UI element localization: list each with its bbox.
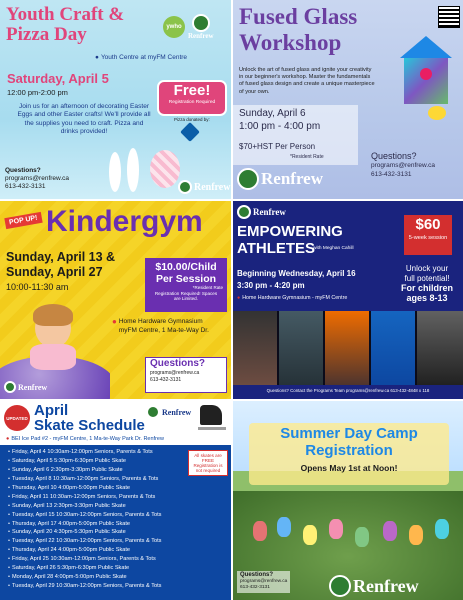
youth-craft-card[interactable] bbox=[0, 0, 231, 199]
map-pin-icon: ● bbox=[95, 54, 99, 61]
renfrew-logo-footer bbox=[4, 381, 47, 393]
kindergym-price-note: *Resident Rate bbox=[192, 285, 223, 290]
list-item: • Sunday, April 6 2:30pm-3:30pm Public Skate bbox=[6, 466, 161, 475]
bullet-icon: • bbox=[8, 493, 10, 500]
renfrew-emblem-icon bbox=[178, 180, 192, 194]
renfrew-emblem-icon bbox=[237, 168, 259, 190]
renfrew-logo-text: Renfrew bbox=[194, 181, 231, 193]
athletes-potential-line1: Unlock your bbox=[405, 264, 449, 273]
basketball-hoop-photo bbox=[417, 311, 463, 385]
kindergym-title: Kindergym bbox=[46, 205, 203, 238]
list-item: • Saturday, April 26 5:30pm-6:30pm Public Skate bbox=[6, 564, 161, 573]
kindergym-venue bbox=[112, 318, 209, 335]
contact-phone: 613-432-3131 bbox=[240, 585, 270, 590]
football-player-photo bbox=[279, 311, 323, 385]
fused-glass-title bbox=[239, 4, 357, 56]
map-pin-icon: ● bbox=[6, 436, 10, 442]
contact-email[interactable]: programs@renfrew.ca bbox=[150, 370, 200, 376]
summer-camp-title-line1: Summer Day Camp bbox=[280, 425, 418, 442]
basketball-player-photo bbox=[325, 311, 369, 385]
list-item: • Saturday, April 5 5:30pm-6:30pm Public Skate bbox=[6, 457, 161, 466]
athletes-with: with Meghan Cahill bbox=[313, 246, 354, 251]
contact-phone: 613-432-3131 bbox=[371, 171, 412, 178]
free-badge bbox=[157, 80, 227, 116]
pizza-note: Pizza donated by: bbox=[174, 117, 210, 122]
bullet-icon: • bbox=[8, 511, 10, 518]
athletes-footer: Questions? Contact the Programs Team programs@renfrew.ca 613-432-4848 x 118 bbox=[266, 388, 430, 393]
kindergym-card[interactable] bbox=[0, 201, 231, 399]
athletes-price-sub: 5-week session bbox=[408, 235, 448, 241]
bullet-icon: • bbox=[8, 458, 10, 465]
pop-up-badge: POP UP! bbox=[4, 212, 42, 229]
fused-glass-details bbox=[233, 105, 358, 165]
questions-label: Questions? bbox=[371, 151, 417, 161]
soccer-player-photo bbox=[233, 311, 277, 385]
renfrew-emblem-icon bbox=[4, 381, 16, 393]
kindergym-registration: Registration Required! Spaces are Limited. bbox=[154, 291, 218, 301]
hockey-player-photo bbox=[371, 311, 415, 385]
summer-camp-card[interactable] bbox=[233, 401, 463, 600]
bullet-icon: • bbox=[8, 547, 10, 554]
renfrew-logo-footer bbox=[178, 180, 230, 194]
athletes-time: 3:30 pm - 4:20 pm bbox=[237, 281, 305, 290]
renfrew-logo-footer bbox=[237, 168, 323, 190]
renfrew-logo bbox=[188, 14, 214, 40]
qr-code[interactable] bbox=[438, 6, 460, 28]
bullet-icon: • bbox=[8, 467, 10, 474]
questions-label: Questions? bbox=[5, 167, 41, 174]
bullet-icon: • bbox=[8, 565, 10, 572]
kindergym-date-line2: Sunday, April 27 bbox=[6, 265, 103, 279]
list-item: • Tuesday, April 29 10:30am-12:00pm Seniors, Parents & Tots bbox=[6, 581, 161, 590]
skate-title-line2: Skate Schedule bbox=[34, 417, 145, 434]
youth-craft-title-line2: Pizza Day bbox=[6, 24, 87, 45]
bullet-icon: • bbox=[8, 449, 10, 456]
fused-glass-time: 1:00 pm - 4:00 pm bbox=[239, 121, 321, 132]
renfrew-logo-text: Renfrew bbox=[261, 169, 323, 188]
renfrew-logo bbox=[146, 405, 191, 419]
empowering-athletes-card[interactable] bbox=[233, 201, 463, 399]
list-item: • Thursday, April 10 4:00pm-5:00pm Public Skate bbox=[6, 484, 161, 493]
kindergym-dates bbox=[6, 250, 115, 280]
youth-craft-title-line1: Youth Craft & bbox=[6, 4, 125, 25]
athletes-price-badge bbox=[404, 215, 452, 255]
questions-label: Questions? bbox=[150, 358, 206, 369]
kindergym-venue-line2: myFM Centre, 1 Ma-te-Way Dr. bbox=[118, 326, 209, 334]
athletes-ages-line2: ages 8-13 bbox=[406, 292, 448, 303]
skate-schedule-list bbox=[6, 448, 161, 590]
kindergym-time: 10:00-11:30 am bbox=[6, 282, 69, 292]
athletes-potential bbox=[393, 264, 461, 303]
athletes-title bbox=[237, 223, 343, 257]
athletes-venue-text: Home Hardware Gymnasium - myFM Centre bbox=[242, 295, 348, 301]
youth-craft-contact bbox=[5, 167, 69, 191]
ywho-logo bbox=[163, 16, 185, 38]
birdhouse-image bbox=[398, 30, 454, 122]
map-pin-icon: ● bbox=[112, 317, 117, 326]
renfrew-logo-text: Renfrew bbox=[253, 207, 286, 217]
fused-glass-title-line2: Workshop bbox=[239, 30, 342, 55]
skate-location-text: BEI Ice Pad #2 - myFM Centre, 1 Ma-te-Way Park Dr. Renfrew bbox=[11, 436, 164, 442]
list-item: • Thursday, April 17 4:00pm-5:00pm Public Skate bbox=[6, 519, 161, 528]
bullet-icon: • bbox=[8, 573, 10, 580]
fused-glass-contact bbox=[371, 152, 459, 179]
renfrew-emblem-icon bbox=[146, 405, 160, 419]
renfrew-logo-text: Renfrew bbox=[18, 382, 48, 392]
fused-glass-description: Unlock the art of fused glass and ignite your creativity in our beginner's workshop. Master the fundamentals of fused glass design and create a unique masterpiece of your own. bbox=[239, 67, 375, 95]
list-item: • Monday, April 28 4:00pm-5:00pm Public Skate bbox=[6, 572, 161, 581]
fused-glass-title-line1: Fused Glass bbox=[239, 4, 358, 29]
bullet-icon: • bbox=[8, 502, 10, 509]
kindergym-venue-line1: Home Hardware Gymnasium bbox=[118, 318, 203, 325]
list-item: • Tuesday, April 15 10:30am-12:00pm Seniors, Parents & Tots bbox=[6, 510, 161, 519]
youth-craft-time: 12:00 pm-2:00 pm bbox=[7, 88, 68, 97]
youth-craft-date: Saturday, April 5 bbox=[7, 71, 109, 86]
contact-email[interactable]: programs@renfrew.ca bbox=[240, 578, 288, 584]
athletes-potential-line2: full potential! bbox=[404, 273, 450, 283]
skate-location bbox=[6, 436, 164, 442]
list-item: • Sunday, April 13 2:30pm-3:30pm Public Skate bbox=[6, 501, 161, 510]
athletes-ages-line1: For children bbox=[400, 283, 453, 293]
skate-free-note: All skates are FREE Registration is not required bbox=[188, 450, 228, 476]
renfrew-emblem-icon bbox=[237, 205, 251, 219]
skate-title bbox=[34, 403, 145, 433]
easter-egg-image bbox=[150, 150, 180, 188]
youth-craft-location-text: Youth Centre at myFM Centre bbox=[100, 54, 188, 61]
bullet-icon: • bbox=[8, 538, 10, 545]
bullet-icon: • bbox=[8, 485, 10, 491]
athletes-sport-photos bbox=[233, 311, 463, 385]
list-item: • Friday, April 25 10:30am-12:00pm Seniors, Parents & Tots bbox=[6, 555, 161, 564]
skate-title-line1: April bbox=[34, 402, 69, 419]
fused-glass-date: Sunday, April 6 bbox=[239, 108, 306, 119]
kindergym-price-line2: Per Session bbox=[155, 273, 217, 285]
fused-glass-card[interactable] bbox=[233, 0, 463, 199]
contact-phone: 613-432-3131 bbox=[5, 183, 46, 190]
bullet-icon: • bbox=[8, 556, 10, 563]
kindergym-date-line1: Sunday, April 13 & bbox=[6, 250, 116, 264]
contact-email[interactable]: programs@renfrew.ca bbox=[371, 162, 436, 169]
bullet-icon: • bbox=[8, 476, 10, 483]
athletes-venue bbox=[237, 295, 347, 301]
easter-bunny-ears bbox=[105, 148, 145, 199]
fused-glass-price-note: *Resident Rate bbox=[290, 154, 324, 160]
athletes-dates: Beginning Wednesday, April 16 bbox=[237, 269, 356, 278]
bullet-icon: • bbox=[8, 582, 10, 589]
list-item: • Tuesday, April 8 10:30am-12:00pm Seniors, Parents & Tots bbox=[6, 475, 161, 484]
athletes-price: $60 bbox=[415, 216, 441, 233]
renfrew-logo-footer bbox=[329, 575, 419, 597]
youth-craft-location bbox=[95, 54, 187, 61]
renfrew-logo-text: Renfrew bbox=[353, 575, 419, 596]
bullet-icon: • bbox=[8, 529, 10, 536]
bullet-icon: • bbox=[8, 520, 10, 527]
kindergym-price-box bbox=[145, 258, 227, 312]
youth-craft-title bbox=[6, 5, 124, 45]
athletes-title-line2: ATHLETES bbox=[237, 240, 316, 257]
dominos-logo-icon bbox=[180, 122, 200, 142]
list-item: • Sunday, April 20 4:30pm-5:30pm Public Skate bbox=[6, 528, 161, 537]
skate-schedule-card[interactable] bbox=[0, 401, 231, 600]
skate-image bbox=[196, 405, 228, 433]
renfrew-emblem-icon bbox=[192, 14, 210, 32]
summer-camp-opens: Opens May 1st at Noon! bbox=[300, 463, 398, 473]
renfrew-logo bbox=[237, 205, 286, 219]
contact-email[interactable]: programs@renfrew.ca bbox=[5, 175, 70, 182]
questions-label: Questions? bbox=[240, 572, 274, 578]
map-pin-icon: ● bbox=[237, 295, 241, 301]
list-item: • Friday, April 11 10:30am-12:00pm Seniors, Parents & Tots bbox=[6, 492, 161, 501]
list-item: • Thursday, April 24 4:00pm-5:00pm Public Skate bbox=[6, 546, 161, 555]
summer-camp-title-line2: Registration bbox=[305, 442, 393, 459]
list-item: • Tuesday, April 22 10:30am-12:00pm Seniors, Parents & Tots bbox=[6, 537, 161, 546]
renfrew-logo-text: Renfrew bbox=[188, 32, 214, 40]
kindergym-price-line1: $10.00/Child bbox=[155, 261, 217, 273]
list-item: • Friday, April 4 10:30am-12:00pm Seniors, Parents & Tots bbox=[6, 448, 161, 457]
registration-required-text: Registration Required bbox=[168, 100, 216, 105]
youth-craft-description: Join us for an afternoon of decorating Easter Eggs and other Easter crafts! We'll provide all the supplies you need to craft. Pizza and drinks provided! bbox=[17, 103, 151, 136]
renfrew-emblem-icon bbox=[329, 575, 351, 597]
summer-camp-title bbox=[249, 425, 449, 459]
renfrew-logo-text: Renfrew bbox=[162, 407, 192, 417]
fused-glass-price: $70+HST Per Person bbox=[239, 142, 316, 151]
ywho-logo-text: ywho bbox=[166, 24, 182, 30]
updated-badge bbox=[4, 405, 30, 431]
kindergym-contact bbox=[145, 357, 227, 393]
contact-phone: 613-432-3131 bbox=[150, 377, 182, 383]
free-badge-text: Free! bbox=[173, 82, 211, 99]
summer-camp-contact bbox=[237, 571, 290, 593]
updated-badge-text: UPDATED bbox=[6, 415, 28, 421]
athletes-title-line1: EMPOWERING bbox=[237, 223, 343, 240]
